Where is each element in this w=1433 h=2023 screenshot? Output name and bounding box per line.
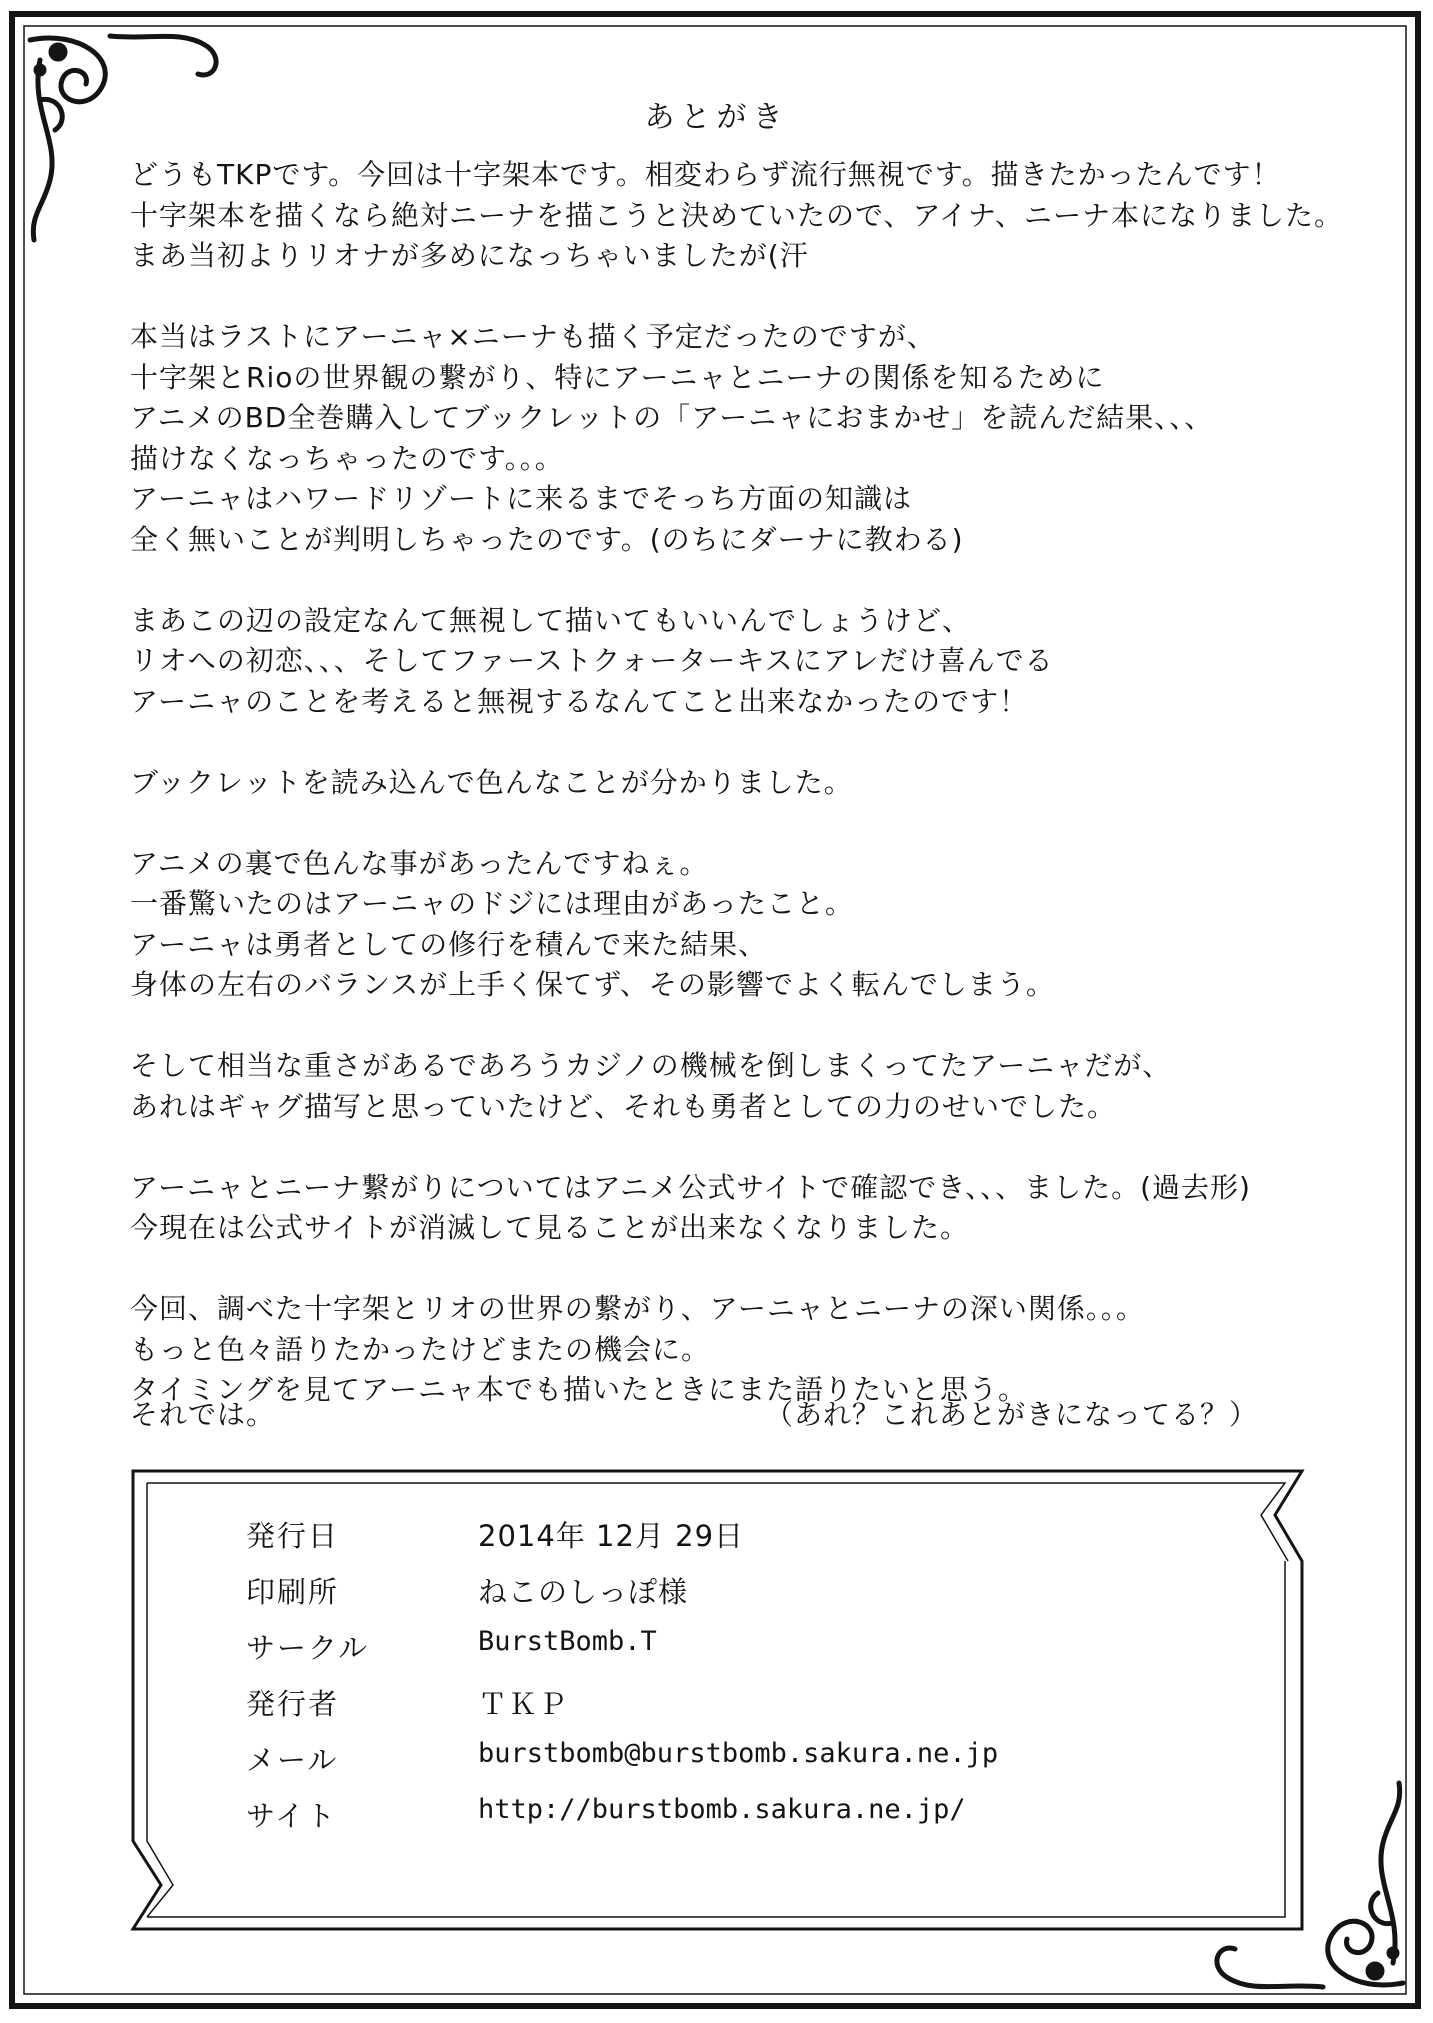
paragraph-5: [130, 844, 1280, 1006]
colophon-value: ＴＫＰ: [478, 1687, 569, 1721]
text-line: 描けなくなっちゃったのです。。。: [130, 441, 564, 475]
paragraph-4: [130, 763, 1280, 804]
colophon-label: 発行者: [246, 1687, 340, 1721]
text-line: アニメの裏で色んな事があったんですねぇ。: [130, 846, 709, 880]
colophon-label: 発行日: [246, 1519, 340, 1553]
colophon-email-value: burstbomb@burstbomb.sakura.ne.jp: [478, 1738, 999, 1769]
paragraph-2: [130, 317, 1280, 560]
text-line: アーニャはハワードリゾートに来るまでそっち方面の知識は: [130, 482, 913, 515]
text-line: 今回、調べた十字架とリオの世界の繋がり、アーニャとニーナの深い関係。。。: [130, 1292, 1145, 1325]
afterword-body: [130, 155, 1343, 1451]
paragraph-7: [130, 1168, 1280, 1249]
colophon-label: サークル: [246, 1631, 370, 1665]
text-line: アーニャとニーナ繋がりについてはアニメ公式サイトで確認でき、、、ました。(過去形): [130, 1170, 1251, 1204]
text-line: リオへの初恋、、、そしてファーストクォーターキスにアレだけ喜んでる: [130, 644, 1054, 677]
paragraph-3: [130, 601, 1280, 723]
colophon-value: 2014年 12月 29日: [478, 1519, 745, 1553]
text-line: 全く無いことが判明しちゃったのです。(のちにダーナに教わる): [130, 522, 964, 556]
text-line: どうもTKPです。今回は十字架本です。相変わらず流行無視です。描きたかったんです！: [130, 158, 1281, 191]
colophon-value: BurstBomb.T: [478, 1626, 657, 1657]
text-line: ブックレットを読み込んで色んなことが分かりました。: [130, 765, 853, 799]
page-title: あとがき: [644, 100, 789, 135]
colophon-label: 印刷所: [246, 1575, 340, 1609]
colophon-label: メール: [246, 1743, 339, 1777]
closing-signoff: それでは。: [130, 1398, 276, 1431]
text-line: 十字架とRioの世界観の繋がり、特にアーニャとニーナの関係を知るために: [130, 360, 1105, 394]
text-line: タイミングを見てアーニャ本でも描いたときにまた語りたいと思う。: [130, 1373, 1028, 1406]
text-line: 今現在は公式サイトが消滅して見ることが出来なくなりました。: [130, 1211, 970, 1244]
paragraph-1: [130, 155, 1343, 277]
text-line: 本当はラストにアーニャ×ニーナも描く予定だったのですが、: [130, 320, 936, 353]
text-line: アーニャは勇者としての修行を積んで来た結果、: [130, 927, 768, 961]
closing-aside: （あれ？これあとがきになってる？）: [764, 1398, 1258, 1431]
text-line: アーニャのことを考えると無視するなんてこと出来なかったのです！: [130, 684, 1029, 718]
text-line: アニメのBD全巻購入してブックレットの「アーニャにおまかせ」を読んだ結果、、、: [130, 401, 1214, 434]
text-line: 身体の左右のバランスが上手く保てず、その影響でよく転んでしまう。: [130, 968, 1055, 1001]
colophon-value: ねこのしっぽ様: [478, 1575, 689, 1609]
text-line: もっと色々語りたかったけどまたの機会に。: [130, 1332, 711, 1366]
text-line: 十字架本を描くなら絶対ニーナを描こうと決めていたので、アイナ、ニーナ本になりました。: [130, 198, 1343, 232]
text-line: そして相当な重さがあるであろうカジノの機械を倒しまくってたアーニャだが、: [130, 1049, 1172, 1082]
colophon-label: サイト: [246, 1799, 337, 1833]
paragraph-6: [130, 1046, 1280, 1127]
text-line: 一番驚いたのはアーニャのドジには理由があったこと。: [130, 887, 854, 920]
text-line: まあ当初よりリオナが多めになっちゃいましたが(汗: [130, 239, 809, 272]
text-line: まあこの辺の設定なんて無視して描いてもいいんでしょうけど、: [130, 603, 972, 637]
colophon-site-value: http://burstbomb.sakura.ne.jp/: [478, 1794, 966, 1825]
closing-line: [130, 1393, 1258, 1433]
text-line: あれはギャグ描写と思っていたけど、それも勇者としての力のせいでした。: [130, 1089, 1117, 1123]
